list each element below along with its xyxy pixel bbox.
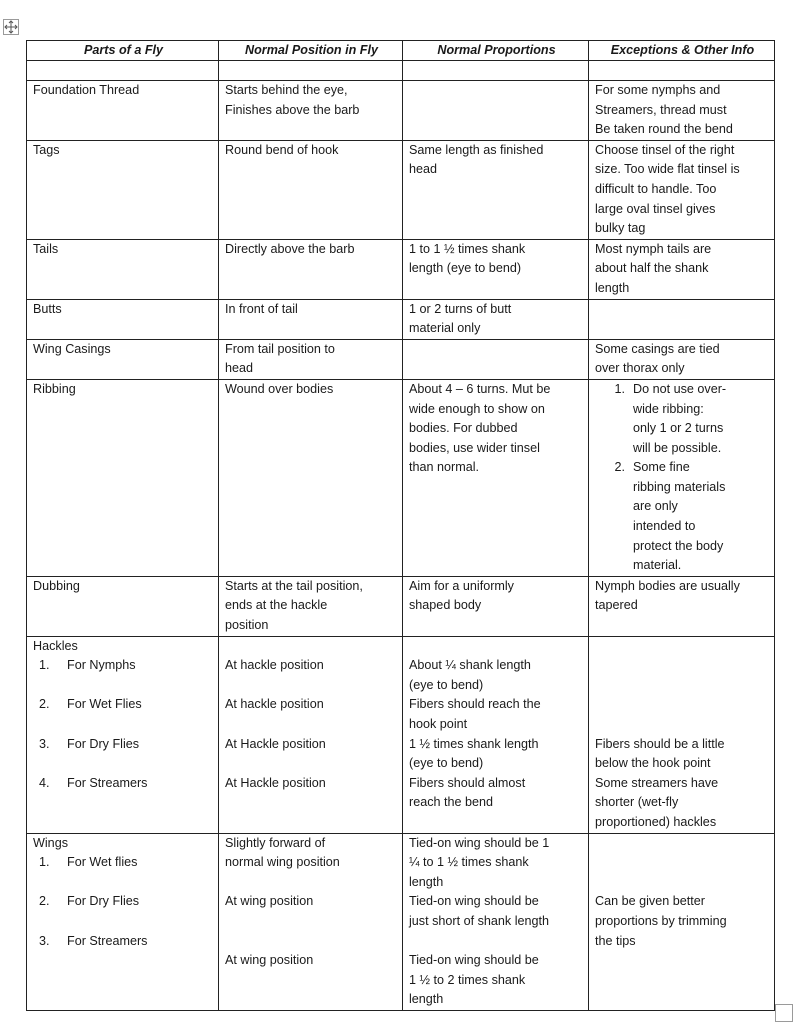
- proportions-cell[interactable]: About ¼ shank length (eye to bend) Fibers should reach the hook point 1 ½ times shank length (eye to bend) Fibers should almost reach the bend: [403, 636, 589, 833]
- info-cell[interactable]: [589, 379, 775, 576]
- position-cell[interactable]: Slightly forward of normal wing position At wing position At wing position: [219, 833, 403, 1010]
- table-row: [27, 140, 775, 239]
- position-cell[interactable]: Wound over bodies: [219, 379, 403, 576]
- table-row: [27, 576, 775, 636]
- part-cell[interactable]: Dubbing: [27, 576, 219, 636]
- table-header-row: [27, 41, 775, 61]
- position-cell[interactable]: From tail position to head: [219, 339, 403, 379]
- fly-parts-table: [26, 40, 775, 1011]
- part-cell[interactable]: Hackles 1. For Nymphs 2. For Wet Flies 3. For Dry Flies 4. For Streamers: [27, 636, 219, 833]
- position-cell[interactable]: Starts at the tail position, ends at the hackle position: [219, 576, 403, 636]
- position-cell[interactable]: Starts behind the eye, Finishes above the barb: [219, 81, 403, 141]
- proportions-cell[interactable]: Aim for a uniformly shaped body: [403, 576, 589, 636]
- part-cell[interactable]: Foundation Thread: [27, 81, 219, 141]
- proportions-cell[interactable]: [403, 339, 589, 379]
- proportions-cell[interactable]: 1 or 2 turns of butt material only: [403, 299, 589, 339]
- list-item: 2. Some fine ribbing materials are only intended to protect the body material.: [614, 460, 726, 573]
- part-cell[interactable]: Butts: [27, 299, 219, 339]
- table-resize-handle-icon[interactable]: [775, 1004, 793, 1022]
- info-cell[interactable]: Fibers should be a little below the hook point Some streamers have shorter (wet-fly proportioned) hackles: [589, 636, 775, 833]
- proportions-cell[interactable]: Same length as finished head: [403, 140, 589, 239]
- proportions-cell[interactable]: Tied-on wing should be 1 ¼ to 1 ½ times shank length Tied-on wing should be just short of shank length Tied-on wing should be 1 ½ to 2 times shank length: [403, 833, 589, 1010]
- info-cell[interactable]: For some nymphs and Streamers, thread must Be taken round the bend: [589, 81, 775, 141]
- header-proportions: Normal Proportions: [403, 41, 589, 61]
- part-cell[interactable]: Wings 1. For Wet flies 2. For Dry Flies 3. For Streamers: [27, 833, 219, 1010]
- table-cell[interactable]: [219, 61, 403, 81]
- table-row: [27, 636, 775, 833]
- table-row: [27, 339, 775, 379]
- info-cell[interactable]: Can be given better proportions by trimming the tips: [589, 833, 775, 1010]
- info-cell[interactable]: Nymph bodies are usually tapered: [589, 576, 775, 636]
- table-row: [27, 81, 775, 141]
- info-cell[interactable]: [589, 299, 775, 339]
- proportions-cell[interactable]: [403, 81, 589, 141]
- table-row: [27, 833, 775, 1010]
- ribbing-notes-list: [595, 380, 770, 576]
- table-move-handle-icon[interactable]: [3, 19, 19, 35]
- header-parts: Parts of a Fly: [27, 41, 219, 61]
- part-cell[interactable]: Ribbing: [27, 379, 219, 576]
- table-cell[interactable]: [403, 61, 589, 81]
- table-row: [27, 379, 775, 576]
- header-exceptions: Exceptions & Other Info: [589, 41, 775, 61]
- position-cell[interactable]: In front of tail: [219, 299, 403, 339]
- proportions-cell[interactable]: About 4 – 6 turns. Mut be wide enough to show on bodies. For dubbed bodies, use wider tinsel than normal.: [403, 379, 589, 576]
- blank-row: [27, 61, 775, 81]
- list-item: 1. Do not use over- wide ribbing: only 1 or 2 turns will be possible.: [614, 381, 727, 455]
- position-cell[interactable]: Round bend of hook: [219, 140, 403, 239]
- table-row: [27, 299, 775, 339]
- header-position: Normal Position in Fly: [219, 41, 403, 61]
- table-row: [27, 239, 775, 299]
- position-cell[interactable]: At hackle position At hackle position At Hackle position At Hackle position: [219, 636, 403, 833]
- info-cell[interactable]: Some casings are tied over thorax only: [589, 339, 775, 379]
- table-cell[interactable]: [27, 61, 219, 81]
- part-cell[interactable]: Wing Casings: [27, 339, 219, 379]
- part-cell[interactable]: Tags: [27, 140, 219, 239]
- info-cell[interactable]: Choose tinsel of the right size. Too wide flat tinsel is difficult to handle. Too large oval tinsel gives bulky tag: [589, 140, 775, 239]
- proportions-cell[interactable]: 1 to 1 ½ times shank length (eye to bend): [403, 239, 589, 299]
- table-cell[interactable]: [589, 61, 775, 81]
- part-cell[interactable]: Tails: [27, 239, 219, 299]
- info-cell[interactable]: Most nymph tails are about half the shank length: [589, 239, 775, 299]
- position-cell[interactable]: Directly above the barb: [219, 239, 403, 299]
